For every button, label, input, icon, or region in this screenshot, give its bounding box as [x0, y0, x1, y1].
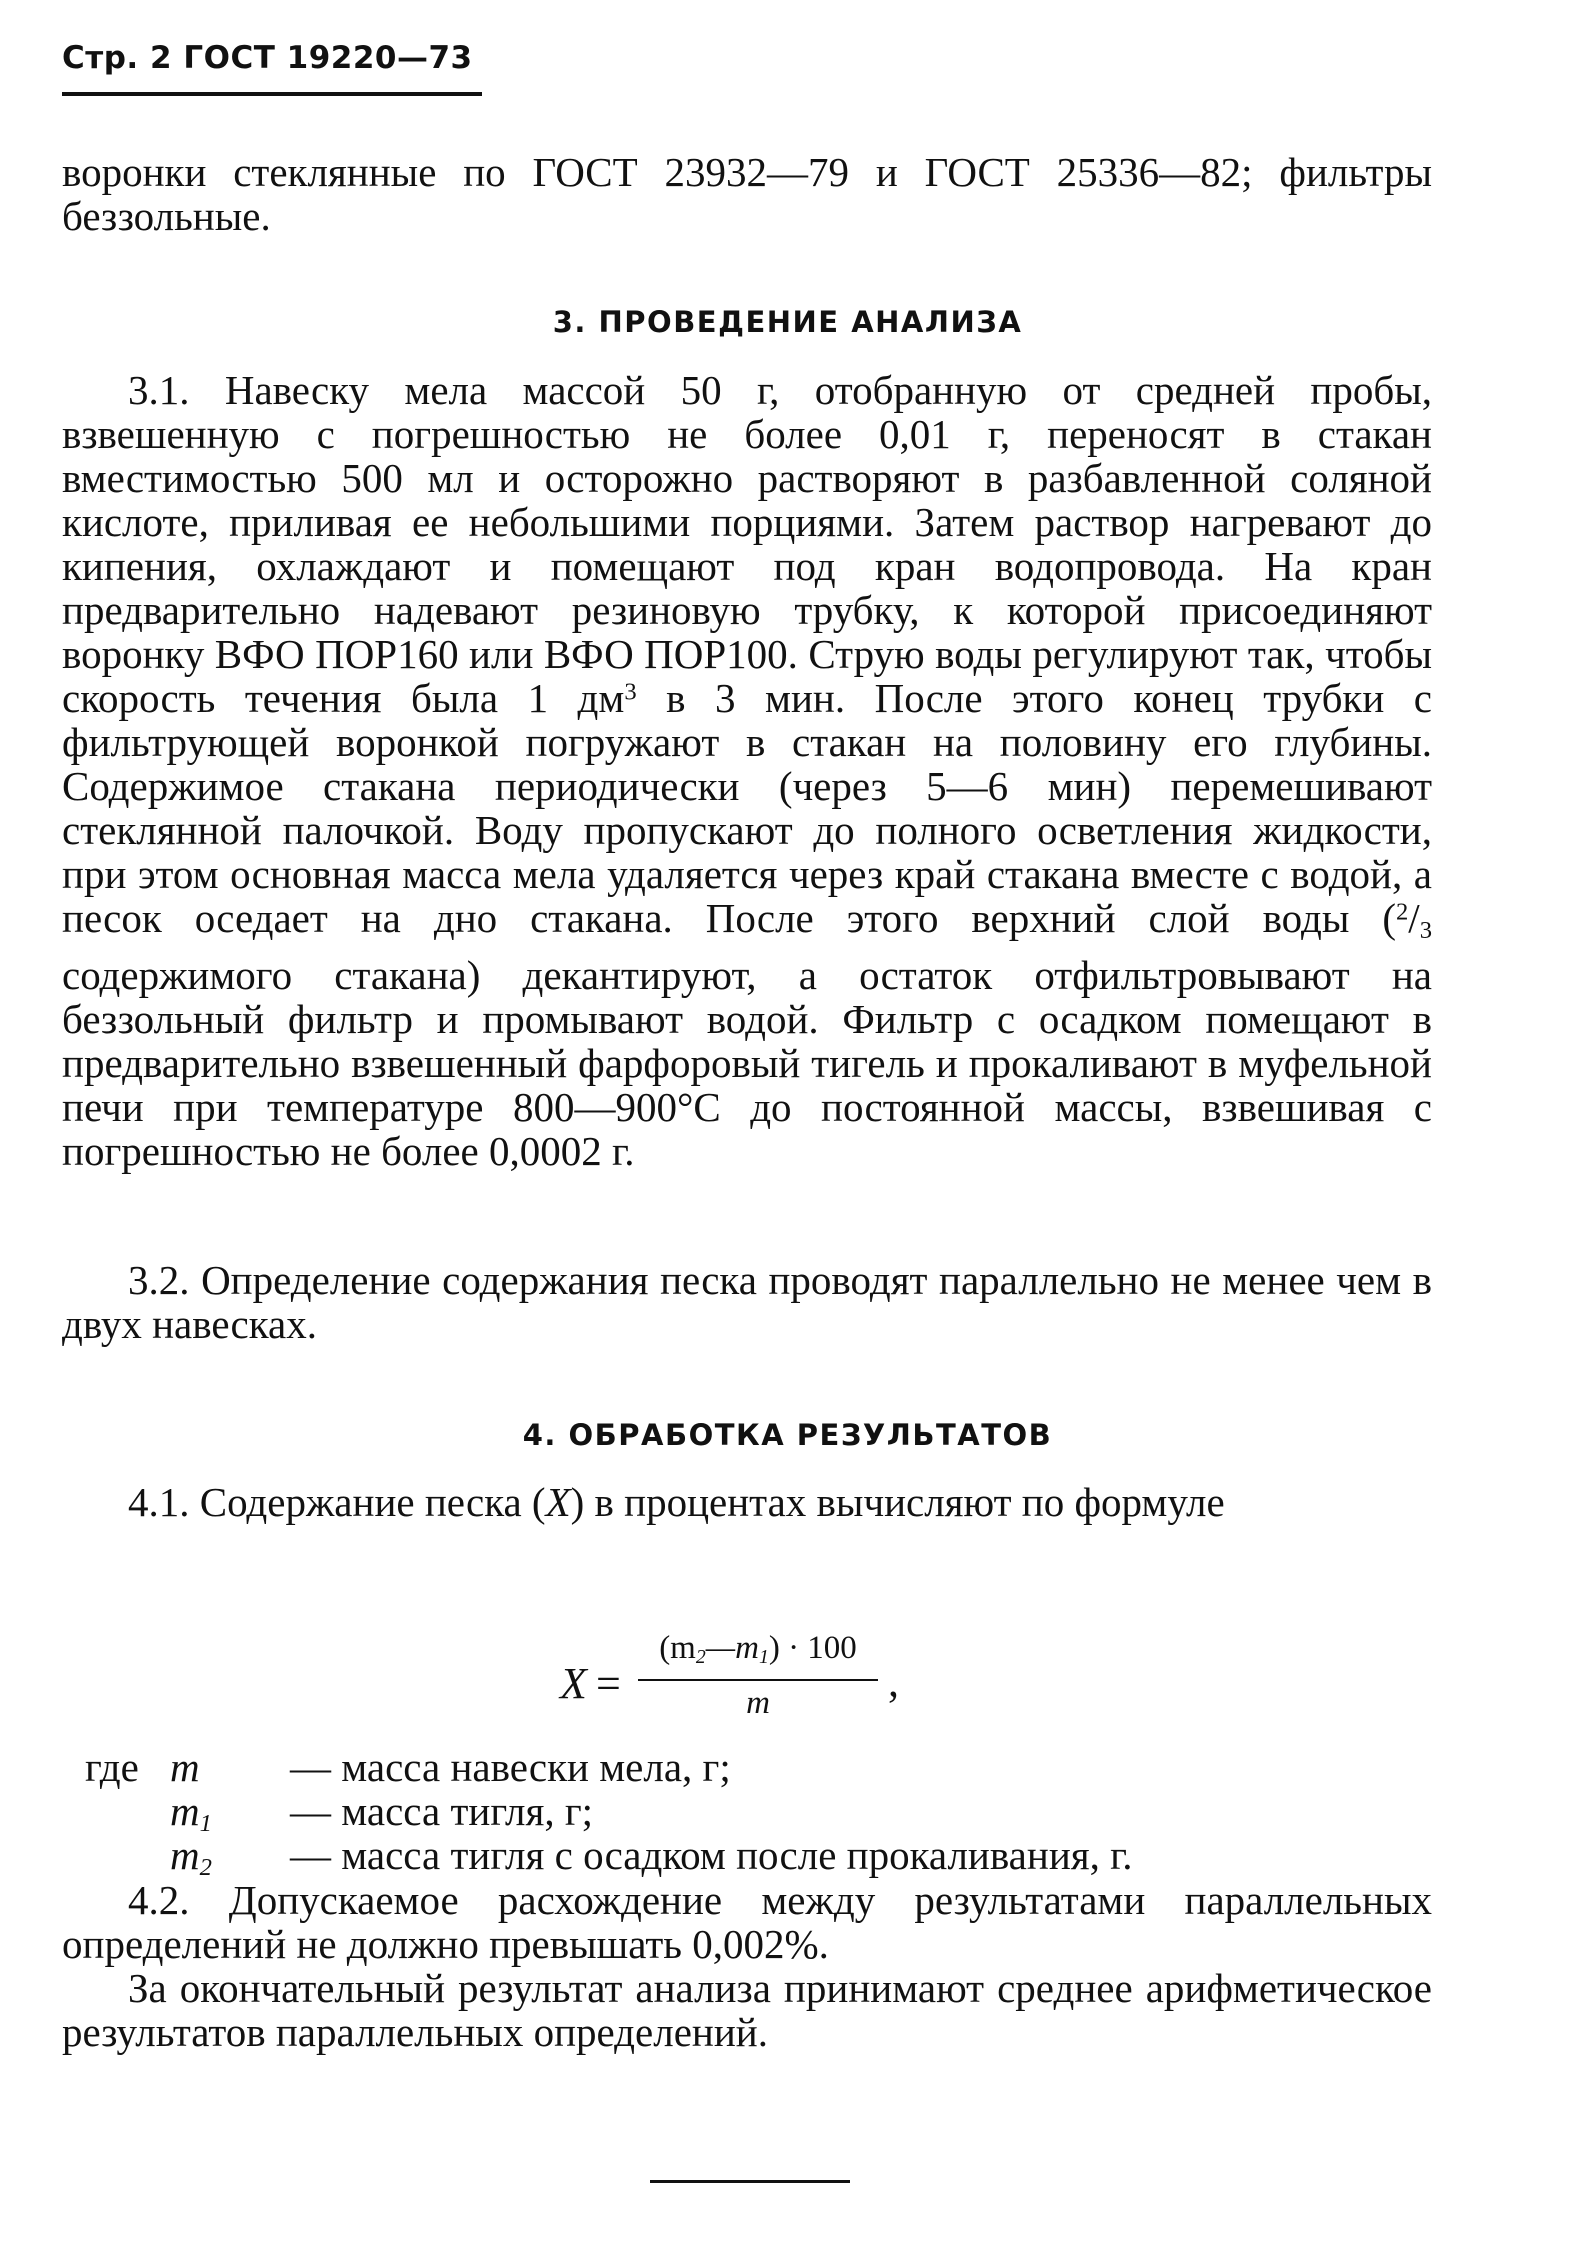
paragraph-4-2: 4.2. Допускаемое расхождение между результатами параллельных определений не должно превышать 0,002%. — [62, 1877, 1432, 1967]
legend-description: — масса тигля с осадком после прокаливания, г. — [290, 1832, 1133, 1878]
legend-where: где — [85, 1744, 139, 1790]
p41-part-b: ) в процентах вычисляют по формуле — [570, 1479, 1225, 1525]
p31-part-c: содержимого стакана) декантируют, а остаток отфильтровывают на беззольный фильтр и промывают водой. Фильтр с осадком помещают в предварительно взвешенный фарфоровый тигель и прокаливают в муфельной печи при температуре 800—900°C до постоянной массы, взвешивая с погрешностью не более 0,0002 г. — [62, 952, 1432, 1175]
paragraph-4-1 — [62, 1480, 1432, 1524]
symbol-letter: m — [170, 1788, 200, 1834]
formula-numerator — [638, 1628, 878, 1677]
symbol-subscript: 2 — [199, 1854, 212, 1882]
variable-x: X — [545, 1479, 571, 1525]
running-header: Стр. 2 ГОСТ 19220—73 — [62, 40, 473, 76]
sand-content-formula — [560, 1628, 960, 1721]
fraction-denominator: 3 — [1419, 917, 1432, 945]
p31-part-b: в 3 мин. После этого конец трубки с фильтрующей воронкой погружают в стакан на половину его глубины. Содержимое стакана периодически (через 5—6 мин) перемешивают стеклянной палочкой. Воду пропускают до полного осветления жидкости, при этом основная масса мела удаляется через край стакана вместе с водой, а песок оседает на дно стакана. После этого верхний слой воды ( — [62, 675, 1432, 941]
fraction-numerator: 2 — [1396, 898, 1409, 926]
cubic-superscript: 3 — [624, 678, 637, 706]
paragraph-3-1: 3.1. Навеску мела массой 50 г, отобранную от средней пробы, взвешенную с погрешностью не более 0,01 г, переносят в стакан вместимостью 500 мл и осторожно растворяют в разбавленной соляной кислоте, приливая ее небольшими порциями. Затем раствор нагревают до кипения, охлаждают и помещают под кран водопровода. На кран предварительно надевают резиновую трубку, к которой присоединяют воронку ВФО ПОР160 или ВФО ПОР100. Струю воды регулируют так, чтобы скорость течения была 1 $дм^3$ в 3 мин. После этого конец трубки с фильтрующей воронкой погружают в стакан на половину его глубины. Содержимое стакана периодически (через 5—6 мин) перемешивают стеклянной палочкой. Воду пропускают до полного осветления жидкости, при этом основная масса мела удаляется через край стакана вместе с водой, а песок оседает на дно стакана. После этого верхний слой воды ($^2/_3$ содержимого стакана) декантируют, а остаток отфильтровывают на беззольный фильтр и промывают водой. Фильтр с осадком помещают в предварительно взвешенный фарфоровый тигель и прокаливают в муфельной печи при температуре 800—900°C до постоянной массы, взвешивая с погрешностью не более 0,0002 г. — [62, 367, 1432, 1175]
p31-part-a: 3.1. Навеску мела массой 50 г, отобранную от средней пробы, взвешенную с погрешностью не более 0,01 г, переносят в стакан вместимостью 500 мл и осторожно растворяют в разбавленной соляной кислоте, приливая ее небольшими порциями. Затем раствор нагревают до кипения, охлаждают и помещают под кран водопровода. На кран предварительно надевают резиновую трубку, к которой присоединяют воронку ВФО ПОР160 или ВФО ПОР100. Струю воды регулируют так, чтобы скорость течения была 1 дм — [62, 367, 1432, 721]
paragraph-4-3: За окончательный результат анализа принимают среднее арифметическое результатов параллельных определений. — [62, 1965, 1432, 2055]
formula-denominator: m — [746, 1684, 770, 1721]
num-open: (m — [659, 1630, 696, 1666]
formula-trailing-comma: , — [888, 1657, 899, 1706]
section-4-heading: 4. ОБРАБОТКА РЕЗУЛЬТАТОВ — [522, 1418, 1053, 1452]
header-underline — [62, 92, 482, 96]
legend-description: — масса тигля, г; — [290, 1788, 594, 1834]
num-sub-1: 1 — [758, 1645, 769, 1668]
section-3-heading: 3. ПРОВЕДЕНИЕ АНАЛИЗА — [552, 305, 1023, 339]
symbol-subscript: 1 — [199, 1810, 212, 1838]
formula-lhs: X — [560, 1659, 587, 1708]
fraction-bar — [638, 1679, 878, 1681]
end-of-page-rule — [650, 2180, 850, 2183]
symbol-letter: m — [170, 1832, 200, 1878]
p41-part-a: 4.1. Содержание песка ( — [128, 1479, 546, 1525]
legend-description: — масса навески мела, г; — [290, 1744, 731, 1790]
symbol-letter: m — [170, 1744, 200, 1790]
num-mid: —m — [705, 1630, 759, 1666]
formula-equals: = — [596, 1659, 621, 1708]
num-sub-2: 2 — [695, 1645, 706, 1668]
num-close: ) · 100 — [768, 1630, 857, 1666]
paragraph-3-2: 3.2. Определение содержания песка проводят параллельно не менее чем в двух навесках. — [62, 1257, 1432, 1347]
formula-fraction — [638, 1628, 878, 1721]
intro-paragraph: воронки стеклянные по ГОСТ 23932—79 и ГОСТ 25336—82; фильтры беззольные. — [62, 149, 1432, 239]
